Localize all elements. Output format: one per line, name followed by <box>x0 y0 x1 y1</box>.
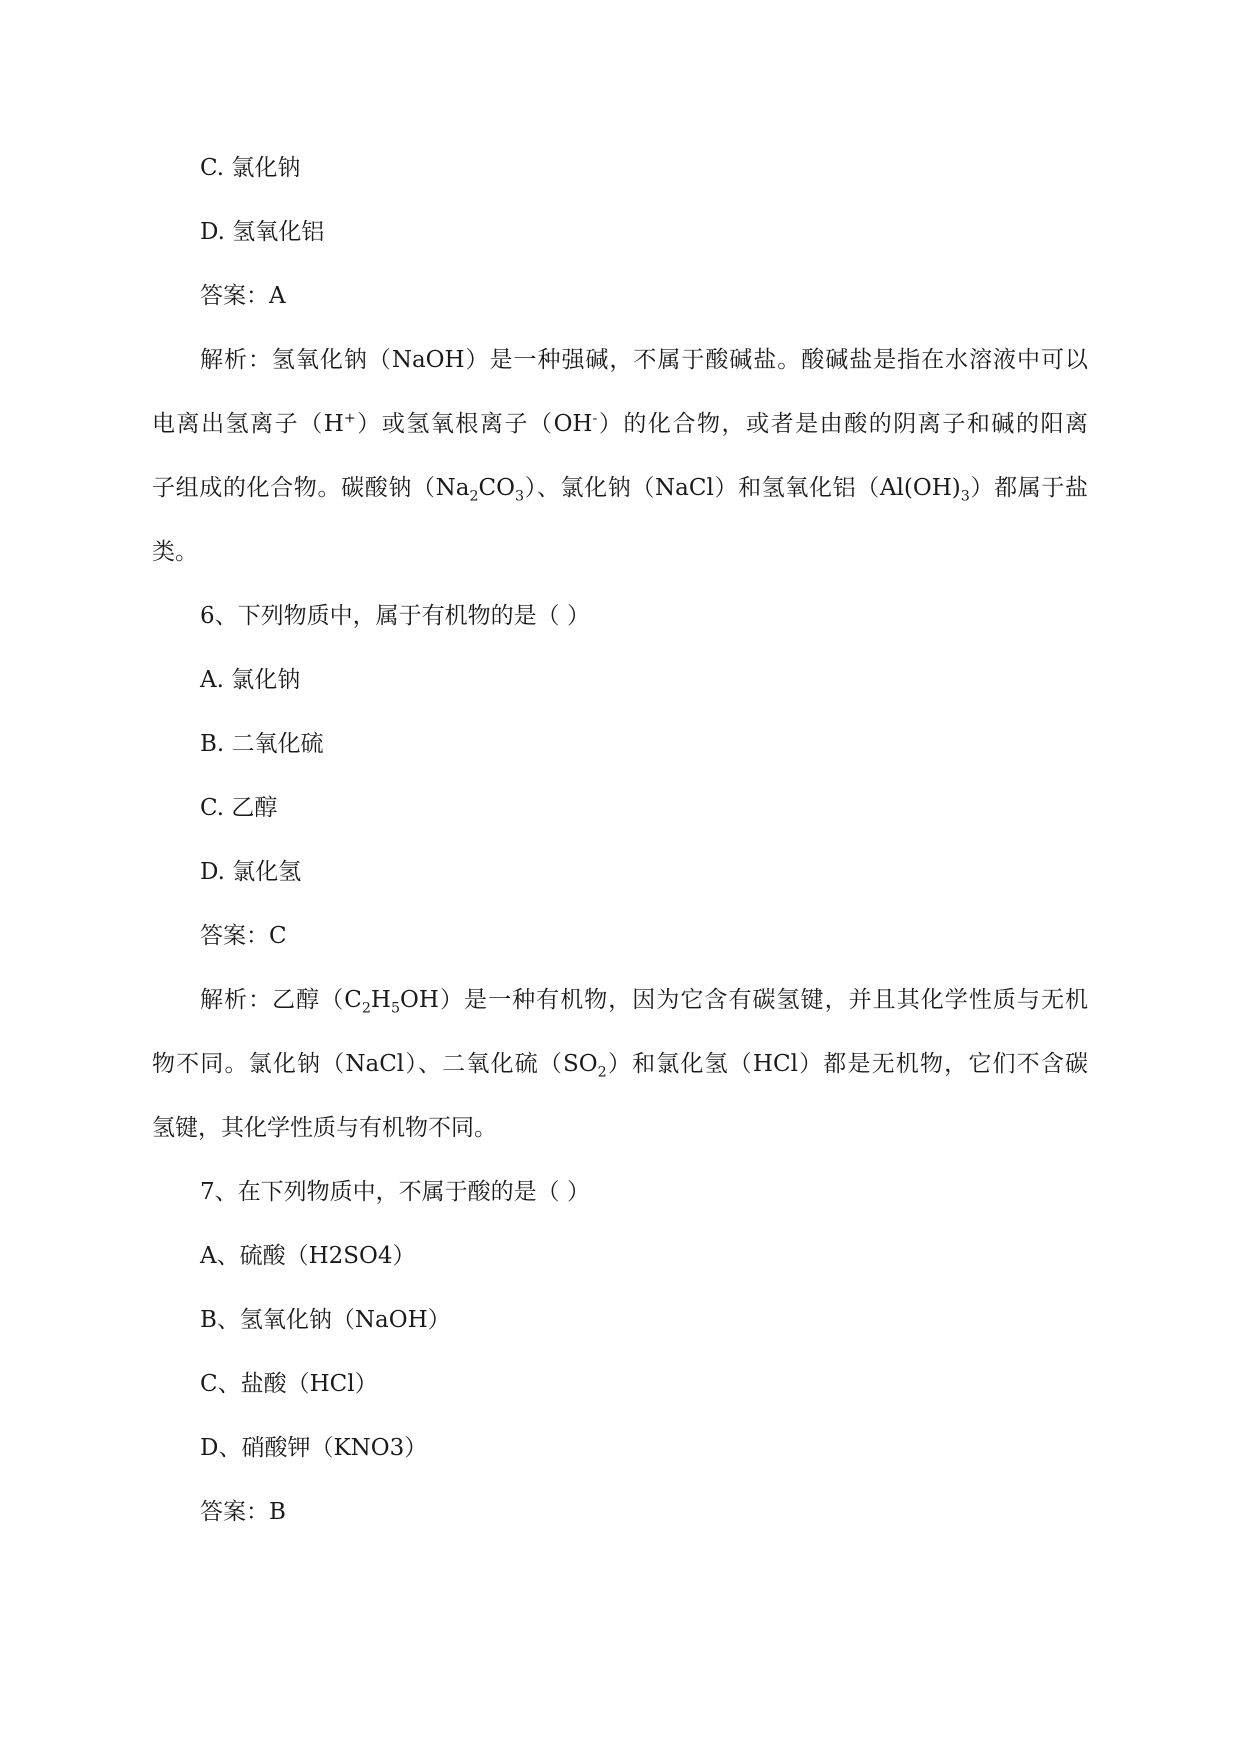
q6-analysis-line-3: 氢键，其化学性质与有机物不同。 <box>152 1115 497 1141</box>
q5-option-d: D. 氢氧化铝 <box>200 219 325 245</box>
q6-answer: 答案：C <box>200 923 287 949</box>
q7-option-c: C、盐酸（HCl） <box>200 1371 378 1397</box>
q5-analysis-line-2: 电离出氢离子（H+）或氢氧根离子（OH-）的化合物，或者是由酸的阴离子和碱的阳离 <box>152 410 1089 437</box>
q5-analysis-line-1: 解析：氢氧化钠（NaOH）是一种强碱，不属于酸碱盐。酸碱盐是指在水溶液中可以 <box>200 347 1088 373</box>
q6-option-c: C. 乙醇 <box>200 795 278 821</box>
q7-answer: 答案：B <box>200 1499 286 1525</box>
q7-option-a: A、硫酸（H2SO4） <box>200 1243 416 1269</box>
q6-question: 6、下列物质中，属于有机物的是（ ） <box>200 603 590 629</box>
q5-analysis-line-3: 子组成的化合物。碳酸钠$(Na_2CO_3)$、氯化钠（NaCl）和氢氧化铝$(Al(OH)_3)$都属于盐 <box>152 475 1089 505</box>
q5-option-c: C. 氯化钠 <box>200 155 301 181</box>
q6-option-d: D. 氯化氢 <box>200 859 302 885</box>
q7-option-d: D、硝酸钾（KNO3） <box>200 1435 428 1461</box>
q6-analysis-line-2: 物不同。氯化钠（NaCl）、二氧化硫$(SO_2)$和氯化氢（HCl）都是无机物，它们不含碳 <box>152 1051 1089 1081</box>
q5-analysis-line-4: 类。 <box>152 539 198 565</box>
q6-analysis-line-1: 解析：乙醇$(C_2H_5OH)$是一种有机物，因为它含有碳氢键，并且其化学性质与无机 <box>200 987 1088 1017</box>
q7-option-b: B、氢氧化钠（NaOH） <box>200 1307 451 1333</box>
q5-answer: 答案：A <box>200 283 286 309</box>
q6-option-b: B. 二氧化硫 <box>200 731 324 757</box>
q6-option-a: A. 氯化钠 <box>200 667 301 693</box>
q7-question: 7、在下列物质中，不属于酸的是（ ） <box>200 1179 590 1205</box>
